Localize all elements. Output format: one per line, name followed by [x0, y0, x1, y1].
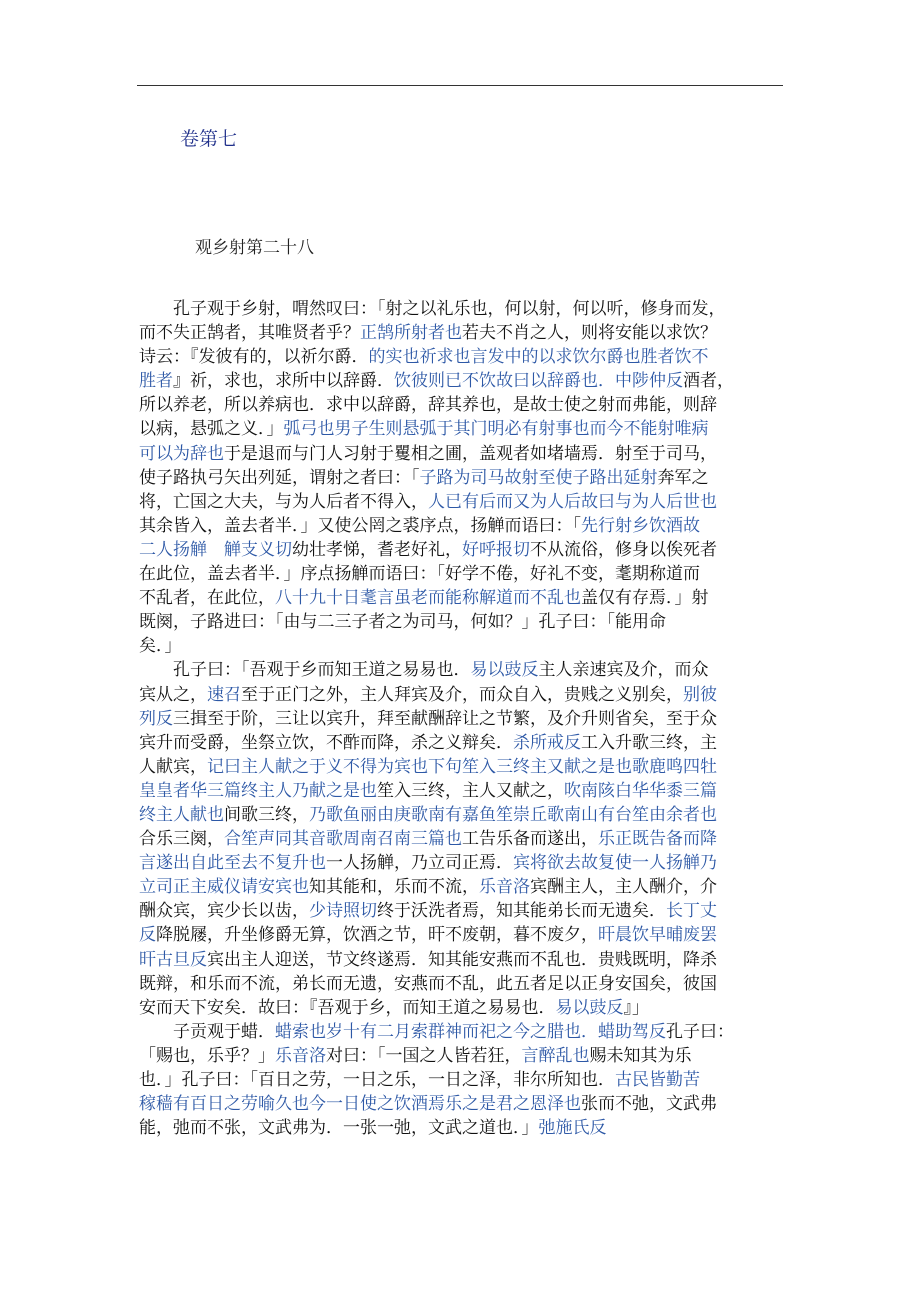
annotation-text: 胜者: [139, 371, 173, 392]
annotation-text: 杀所戒反: [513, 732, 581, 753]
main-text: 奔军之: [657, 467, 709, 488]
main-text: 孔子曰：: [666, 1021, 734, 1042]
annotation-text: 乐音洛: [275, 1045, 326, 1066]
main-text: 三揖至于阶，三让以宾升，拜至献酬辞让之节繁，及介升则省矣，至于众: [173, 708, 717, 729]
annotation-text: 记曰主人献之于义不得为宾也下句笙入三终主又献之是也歌鹿鸣四牡: [207, 756, 717, 777]
text-line: [139, 948, 784, 972]
annotation-text: 吹南陔白华华黍三篇: [564, 780, 717, 801]
text-line: [139, 1116, 784, 1140]
main-text: 盖仅有存焉．」射: [581, 588, 709, 609]
annotation-text: 合笙声同其音歌周南召南三篇也: [224, 829, 462, 850]
text-line: [139, 490, 784, 514]
annotation-text: 易以豉反: [555, 997, 624, 1018]
main-text: 既阕，子路进曰：「由与二三子者之为司马，何如？」孔子曰：「能用命: [139, 612, 666, 633]
annotation-text: 皇皇者华三篇终主人乃献之是也: [139, 780, 377, 801]
annotation-text: 稼穑有百日之劳喻久也今一日使之饮酒焉乐之是君之恩泽也: [139, 1094, 581, 1115]
text-line: [139, 417, 784, 441]
main-text: 一人扬觯，乃立司正焉．: [326, 853, 513, 874]
main-text: 孔子曰：「吾观于乡而知王道之易易也．: [139, 660, 471, 681]
main-text: 张而不弛，文武弗: [581, 1094, 717, 1115]
main-text: 宾升而受爵，坐祭立饮，不酢而降，杀之义辩矣．: [139, 732, 513, 753]
annotation-text: 列反: [139, 708, 173, 729]
annotation-text: 乃歌鱼丽由庚歌南有嘉鱼笙崇丘歌南山有台笙由余者也: [309, 804, 717, 825]
main-text: 终于沃洗者焉，知其能弟长而无遗矣．: [377, 901, 666, 922]
main-text: 对曰：「一国之人皆若狂，: [326, 1045, 522, 1066]
main-text: 笙入三终，主人又献之，: [377, 780, 564, 801]
main-text: 在此位，盖去者半．」序点扬觯而语曰：「好学不倦，好礼不变，耄期称道而: [139, 564, 700, 585]
main-text: 以病，悬弧之义．」: [139, 419, 284, 440]
text-line: [139, 827, 784, 851]
annotation-text: 的实也祈求也言发中的以求饮尔爵也胜者饮不: [368, 347, 709, 368]
annotation-text: 乐音洛: [479, 877, 530, 898]
main-text: 工告乐备而遂出，: [462, 829, 598, 850]
text-line: [139, 1044, 784, 1068]
annotation-text: 二人扬觯 觯支义切: [139, 539, 292, 560]
annotation-text: 旰古旦反: [139, 949, 207, 970]
text-line: [139, 345, 784, 369]
chapter-title: 观乡射第二十八: [195, 238, 314, 258]
text-line: [139, 393, 784, 417]
volume-title: 卷第七: [180, 128, 238, 150]
text-line: [139, 562, 784, 586]
main-text: 主人亲速宾及介，而众: [538, 660, 709, 681]
main-text: 赐未知其为乐: [589, 1045, 692, 1066]
main-text: 宾酬主人，主人酬介，介: [530, 877, 717, 898]
main-text: 而不失正鹄者，其唯贤者乎？: [139, 323, 360, 344]
annotation-text: 可以为辞也: [139, 443, 224, 464]
text-line: [139, 610, 784, 634]
main-text: 合乐三阕，: [139, 829, 224, 850]
header-rule: [137, 85, 783, 86]
main-text: 酬众宾，宾少长以齿，: [139, 901, 309, 922]
main-text: 宾从之，: [139, 684, 207, 705]
main-text: 诗云：『发彼有的，以祈尔爵．: [139, 347, 369, 368]
annotation-text: 反: [139, 925, 156, 946]
text-line: [139, 875, 784, 899]
main-text: 不乱者，在此位，: [139, 588, 275, 609]
main-text: 间歌三终，: [224, 804, 309, 825]
text-line: [139, 369, 784, 393]
text-line: [139, 321, 784, 345]
text-line: [139, 803, 784, 827]
main-text: 「赐也，乐乎？」: [139, 1045, 275, 1066]
text-line: [139, 442, 784, 466]
annotation-text: 少诗照切: [309, 901, 377, 922]
main-text: 安而天下安矣．故曰：『吾观于乡，而知王道之易易也．: [139, 997, 556, 1018]
text-line: [139, 755, 784, 779]
main-text: 子贡观于蜡．: [139, 1021, 275, 1042]
annotation-text: 言遂出自此至去不复升也: [139, 853, 326, 874]
text-line: [139, 683, 784, 707]
annotation-text: 人已有后而又为人后故曰与为人后世也: [428, 491, 717, 512]
main-text: 幼壮孝悌，耆老好礼，: [292, 539, 462, 560]
main-text: 人献宾，: [139, 756, 207, 777]
annotation-text: 立司正主威仪请安宾也: [139, 877, 309, 898]
annotation-text: 古民皆勤苦: [615, 1070, 700, 1090]
text-line: [139, 1092, 784, 1116]
main-text: 酒者，: [683, 371, 734, 392]
annotation-text: 乐正既告备而降: [598, 829, 717, 850]
annotation-text: 弧弓也男子生则悬弧于其门明必有射事也而今不能射唯病: [283, 419, 709, 440]
main-text: 』」: [623, 997, 649, 1018]
main-text: 将，亡国之大夫，与为人后者不得入，: [139, 491, 428, 512]
main-text: 不从流俗，修身以俟死者: [530, 539, 717, 560]
text-line: [139, 972, 784, 996]
main-text: 也．」孔子曰：「百日之劳，一日之乐，一日之泽，非尔所知也．: [139, 1070, 615, 1090]
text-body: [139, 297, 784, 1140]
text-line: [139, 634, 784, 658]
annotation-text: 好呼报切: [462, 539, 530, 560]
text-line: [139, 514, 784, 538]
text-line: [139, 658, 784, 682]
annotation-text: 别彼: [683, 684, 717, 705]
main-text: 孔子观于乡射，喟然叹曰：「射之以礼乐也，何以射，何以听，修身而发，: [139, 299, 726, 319]
main-text: 工入升歌三终，主: [581, 732, 717, 753]
annotation-text: 宾将欲去故复使一人扬觯乃: [513, 853, 717, 874]
text-line: [139, 779, 784, 803]
main-text: 所以养老，所以养病也．求中以辞爵，辞其养也，是故士使之射而弗能，则辞: [139, 395, 717, 416]
text-line: [139, 899, 784, 923]
main-text: 其余皆入，盖去者半．」又使公罔之裘序点，扬觯而语曰：「: [139, 515, 581, 536]
text-line: [139, 851, 784, 875]
text-line: [139, 586, 784, 610]
annotation-text: 旰晨饮早晡废罢: [598, 925, 717, 946]
text-line: [139, 297, 784, 321]
main-text: 至于正门之外，主人拜宾及介，而众自入，贵贱之义别矣，: [241, 684, 683, 705]
main-text: 降脱屦，升坐修爵无算，饮酒之节，旰不废朝，暮不废夕，: [156, 925, 598, 946]
text-line: [139, 538, 784, 562]
annotation-text: 长丁丈: [666, 901, 717, 922]
annotation-text: 正鹄所射者也: [360, 323, 462, 344]
annotation-text: 速召: [207, 684, 241, 705]
text-line: [139, 731, 784, 755]
main-text: 于是退而与门人习射于矍相之圃，盖观者如堵墙焉．射至于司马，: [224, 443, 717, 464]
annotation-text: 八十九十日耄言虽老而能称解道而不乱也: [275, 588, 581, 609]
annotation-text: 饮彼则已不饮故曰以辞爵也．中陟仲反: [394, 371, 683, 392]
main-text: 能，弛而不张，文武弗为．一张一弛，文武之道也．」: [139, 1118, 539, 1139]
annotation-text: 终主人献也: [139, 804, 224, 825]
text-line: [139, 466, 784, 490]
main-text: 既辩，和乐而不流，弟长而无遗，安燕而不乱，此五者足以正身安国矣，彼国: [139, 973, 717, 994]
main-text: 宾出主人迎送，节文终遂焉．知其能安燕而不乱也．贵贱既明，降杀: [207, 949, 717, 970]
main-text: 』祈，求也，求所中以辞爵．: [173, 371, 394, 392]
text-line: [139, 996, 784, 1020]
main-text: 若夫不肖之人，则将安能以求饮？: [462, 323, 717, 344]
annotation-text: 蜡索也岁十有二月索群神而祀之今之腊也．蜡助驾反: [275, 1021, 666, 1042]
annotation-text: 先行射乡饮酒故: [581, 515, 700, 536]
main-text: 知其能和，乐而不流，: [309, 877, 479, 898]
text-line: [139, 1020, 784, 1044]
annotation-text: 子路为司马故射至使子路出延射: [419, 467, 658, 488]
text-line: [139, 707, 784, 731]
text-line: [139, 1068, 784, 1092]
annotation-text: 易以豉反: [470, 660, 539, 681]
annotation-text: 言醉乱也: [521, 1045, 590, 1066]
main-text: 使子路执弓矢出列延，谓射之者曰：「: [139, 467, 420, 488]
text-line: [139, 923, 784, 947]
main-text: 矣．」: [139, 636, 182, 657]
annotation-text: 弛施氏反: [538, 1118, 607, 1139]
